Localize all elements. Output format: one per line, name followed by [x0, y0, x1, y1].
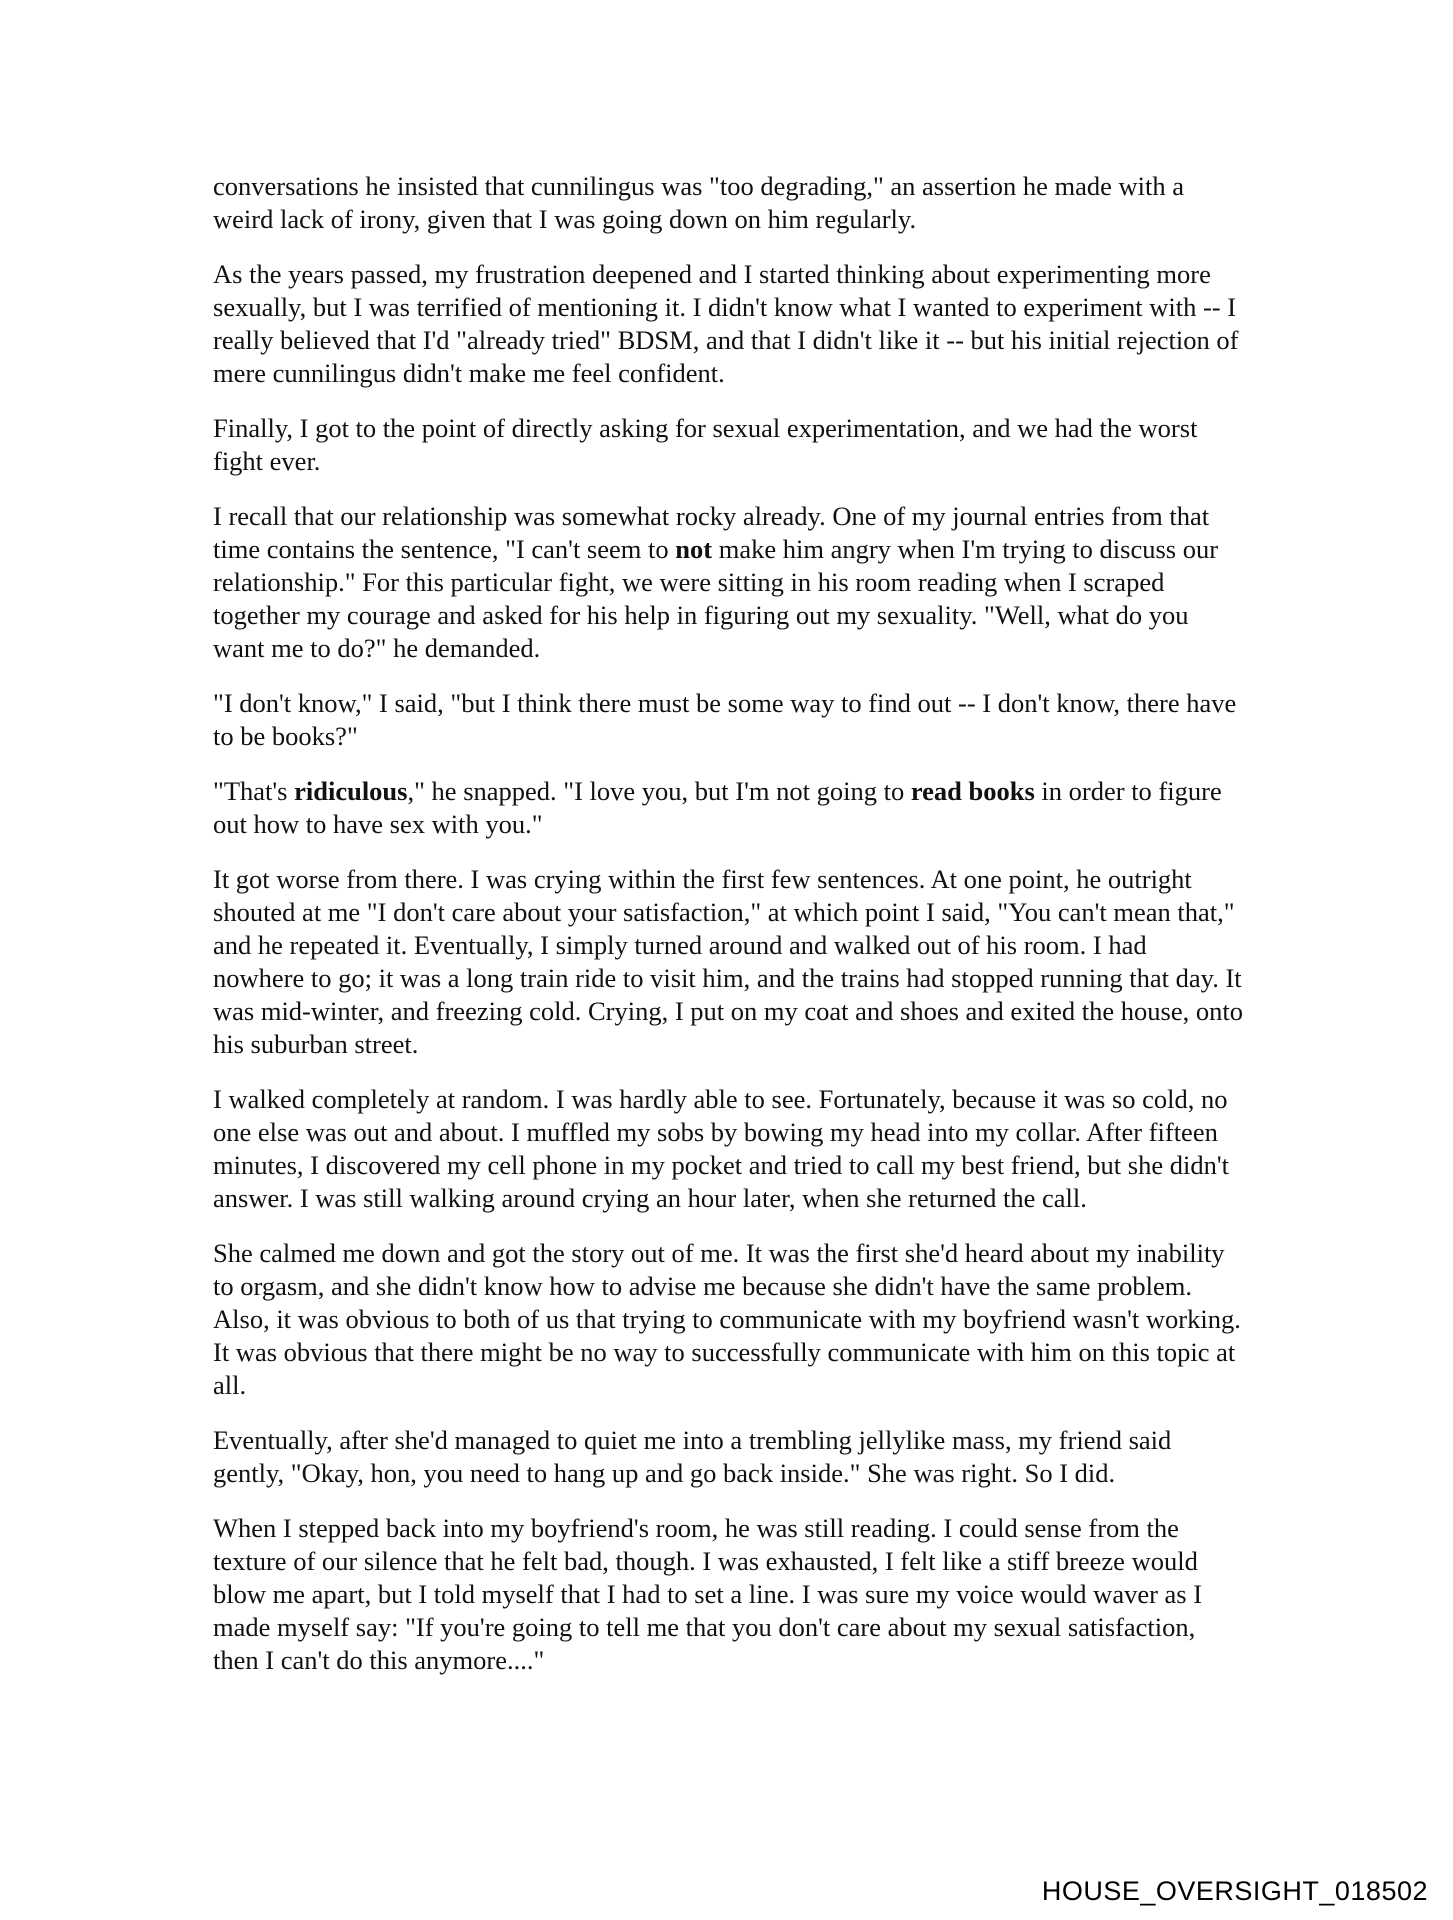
text-run: Eventually, after she'd managed to quiet me into a trembling jellylike mass, my friend said gently, "Okay, hon, you need to hang up and go back inside." She was right. So I did.: [213, 1425, 1172, 1488]
paragraph: [213, 412, 1243, 478]
paragraph: [213, 1083, 1243, 1215]
paragraph: [213, 500, 1243, 665]
text-run: "That's: [213, 776, 295, 806]
paragraph: [213, 1237, 1243, 1402]
text-run: Finally, I got to the point of directly asking for sexual experimentation, and we had the worst fight ever.: [213, 413, 1198, 476]
text-run: As the years passed, my frustration deepened and I started thinking about experimenting more sexually, but I was terrified of mentioning it. I didn't know what I wanted to experiment with -- I really believed that I'd "already tried" BDSM, and that I didn't like it -- but his initial rejection of mere cunnilingus didn't make me feel confident.: [213, 259, 1239, 388]
emphasis-text: not: [675, 534, 713, 564]
paragraph: [213, 687, 1243, 753]
text-run: I walked completely at random. I was hardly able to see. Fortunately, because it was so cold, no one else was out and about. I muffled my sobs by bowing my head into my collar. After fifteen minutes, I discovered my cell phone in my pocket and tried to call my best friend, but she didn't answer. I was still walking around crying an hour later, when she returned the call.: [213, 1084, 1229, 1213]
text-run: She calmed me down and got the story out of me. It was the first she'd heard about my inability to orgasm, and she didn't know how to advise me because she didn't have the same problem. Also, it was obvious to both of us that trying to communicate with my boyfriend wasn't working. It was obvious that there might be no way to successfully communicate with him on this topic at all.: [213, 1238, 1241, 1400]
text-run: in order to figure out how to have sex with you.": [213, 776, 1222, 839]
paragraph: [213, 863, 1243, 1061]
text-run: When I stepped back into my boyfriend's room, he was still reading. I could sense from the texture of our silence that he felt bad, though. I was exhausted, I felt like a stiff breeze would blow me apart, but I told myself that I had to set a line. I was sure my voice would waver as I made myself say: "If you're going to tell me that you don't care about my sexual satisfaction, then I can't do this anymore....": [213, 1513, 1203, 1675]
body-text: [213, 170, 1243, 1699]
paragraph: [213, 170, 1243, 236]
paragraph: [213, 258, 1243, 390]
text-run: ," he snapped. "I love you, but I'm not going to: [407, 776, 911, 806]
text-run: "I don't know," I said, "but I think there must be some way to find out -- I don't know, there have to be books?": [213, 688, 1237, 751]
paragraph: [213, 775, 1243, 841]
text-run: conversations he insisted that cunnilingus was "too degrading," an assertion he made with a weird lack of irony, given that I was going down on him regularly.: [213, 171, 1185, 234]
emphasis-text: ridiculous: [294, 776, 408, 806]
text-run: It got worse from there. I was crying within the first few sentences. At one point, he outright shouted at me "I don't care about your satisfaction," at which point I said, "You can't mean that," and he repeated it. Eventually, I simply turned around and walked out of his room. I had nowhere to go; it was a long train ride to visit him, and the trains had stopped running that day. It was mid-winter, and freezing cold. Crying, I put on my coat and shoes and exited the house, onto his suburban street.: [213, 864, 1243, 1059]
paragraph: [213, 1424, 1243, 1490]
text-run: make him angry when I'm trying to discuss our relationship." For this particular fight, we were sitting in his room reading when I scraped together my courage and asked for his help in figuring out my sexuality. "Well, what do you want me to do?" he demanded.: [213, 534, 1219, 663]
document-id-stamp: HOUSE_OVERSIGHT_018502: [1041, 1876, 1428, 1906]
text-run: I recall that our relationship was somewhat rocky already. One of my journal entries from that time contains the sentence, "I can't seem to: [213, 501, 1210, 564]
paragraph: [213, 1512, 1243, 1677]
emphasis-text: read books: [910, 776, 1035, 806]
